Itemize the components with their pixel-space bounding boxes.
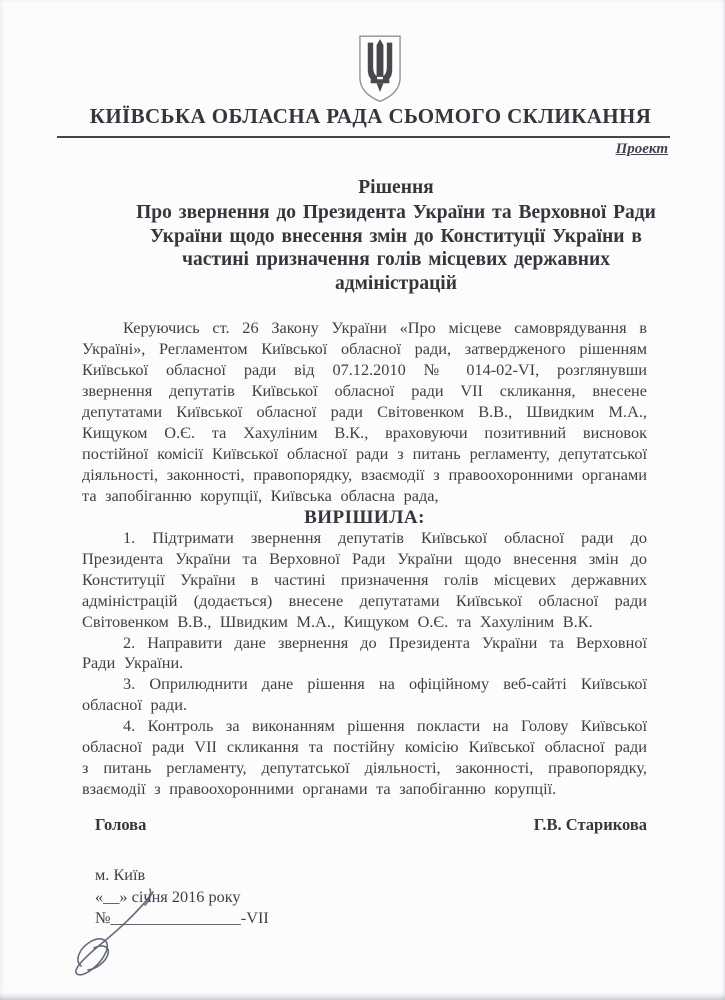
- handwritten-signature: [56, 886, 176, 981]
- org-name-heading: КИЇВСЬКА ОБЛАСНА РАДА СЬОМОГО СКЛИКАННЯ: [89, 104, 652, 128]
- draft-label: Проект: [615, 141, 668, 157]
- resolved-heading: ВИРІШИЛА:: [304, 506, 425, 528]
- resolution-item-1: 1. Підтримати звернення депутатів Київської обласної ради до Президента України та Верховної Ради України щодо внесення змін до Конституції України в частині призначення голів місцевих державних адміністрацій (додається) внесене депутатами Київської обласної ради Світовенком В.В., Швидким М.А., Кищуком О.Є. та Хахуліним В.К.: [82, 528, 647, 631]
- tryzub-icon: [356, 33, 403, 105]
- signatory-position: Голова: [95, 814, 147, 834]
- document-subject-title: Про звернення до Президента України та Верховної Ради України щодо внесення змін до Конституції України в частині призначення голів місцевих державних адміністрацій: [136, 202, 656, 294]
- document-type-title: Рішення: [358, 177, 434, 198]
- preamble-paragraph: Керуючись ст. 26 Закону України «Про місцеве самоврядування в Україні», Регламентом Київської обласної ради, затвердженого рішенням Київської обласної ради від 07.12.2010 № 014-02-VI, розглянувши звернення депутатів Київської обласної ради VII скликання, внесене депутатами Київської обласної ради Світовенком В.В., Швидким М.А., Кищуком О.Є. та Хахуліним В.К., враховуючи позитивний висновок постійної комісії Київської обласної ради з питань регламенту, депутатської діяльності, законності, правопорядку, взаємодії з правоохоронними органами та запобіганню корупції, Київська обласна рада,: [82, 318, 647, 505]
- resolution-item-4: 4. Контроль за виконанням рішення покласти на Голову Київської обласної ради VII скликання та постійну комісію Київської обласної ради з питань регламенту, депутатської діяльності, законності, правопорядку, взаємодії з правоохоронними органами та запобіганню корупції.: [82, 716, 647, 798]
- signatory-name: Г.В. Старикова: [533, 814, 647, 834]
- footer-date-line: «__» січня 2016 року: [95, 886, 241, 906]
- document-content: [82, 176, 656, 929]
- header-rule: [57, 136, 670, 138]
- resolution-item-2: 2. Направити дане звернення до Президента України та Верховної Ради України.: [82, 632, 647, 673]
- title-block: [118, 176, 674, 295]
- resolution-item-3: 3. Оприлюднити дане рішення на офіційному веб-сайті Київської обласної ради.: [82, 674, 647, 715]
- footer-city: м. Київ: [95, 864, 146, 884]
- coat-of-arms-emblem: [356, 33, 403, 105]
- footer-number-line: №________________-VII: [95, 908, 269, 928]
- signature-row: [82, 815, 647, 835]
